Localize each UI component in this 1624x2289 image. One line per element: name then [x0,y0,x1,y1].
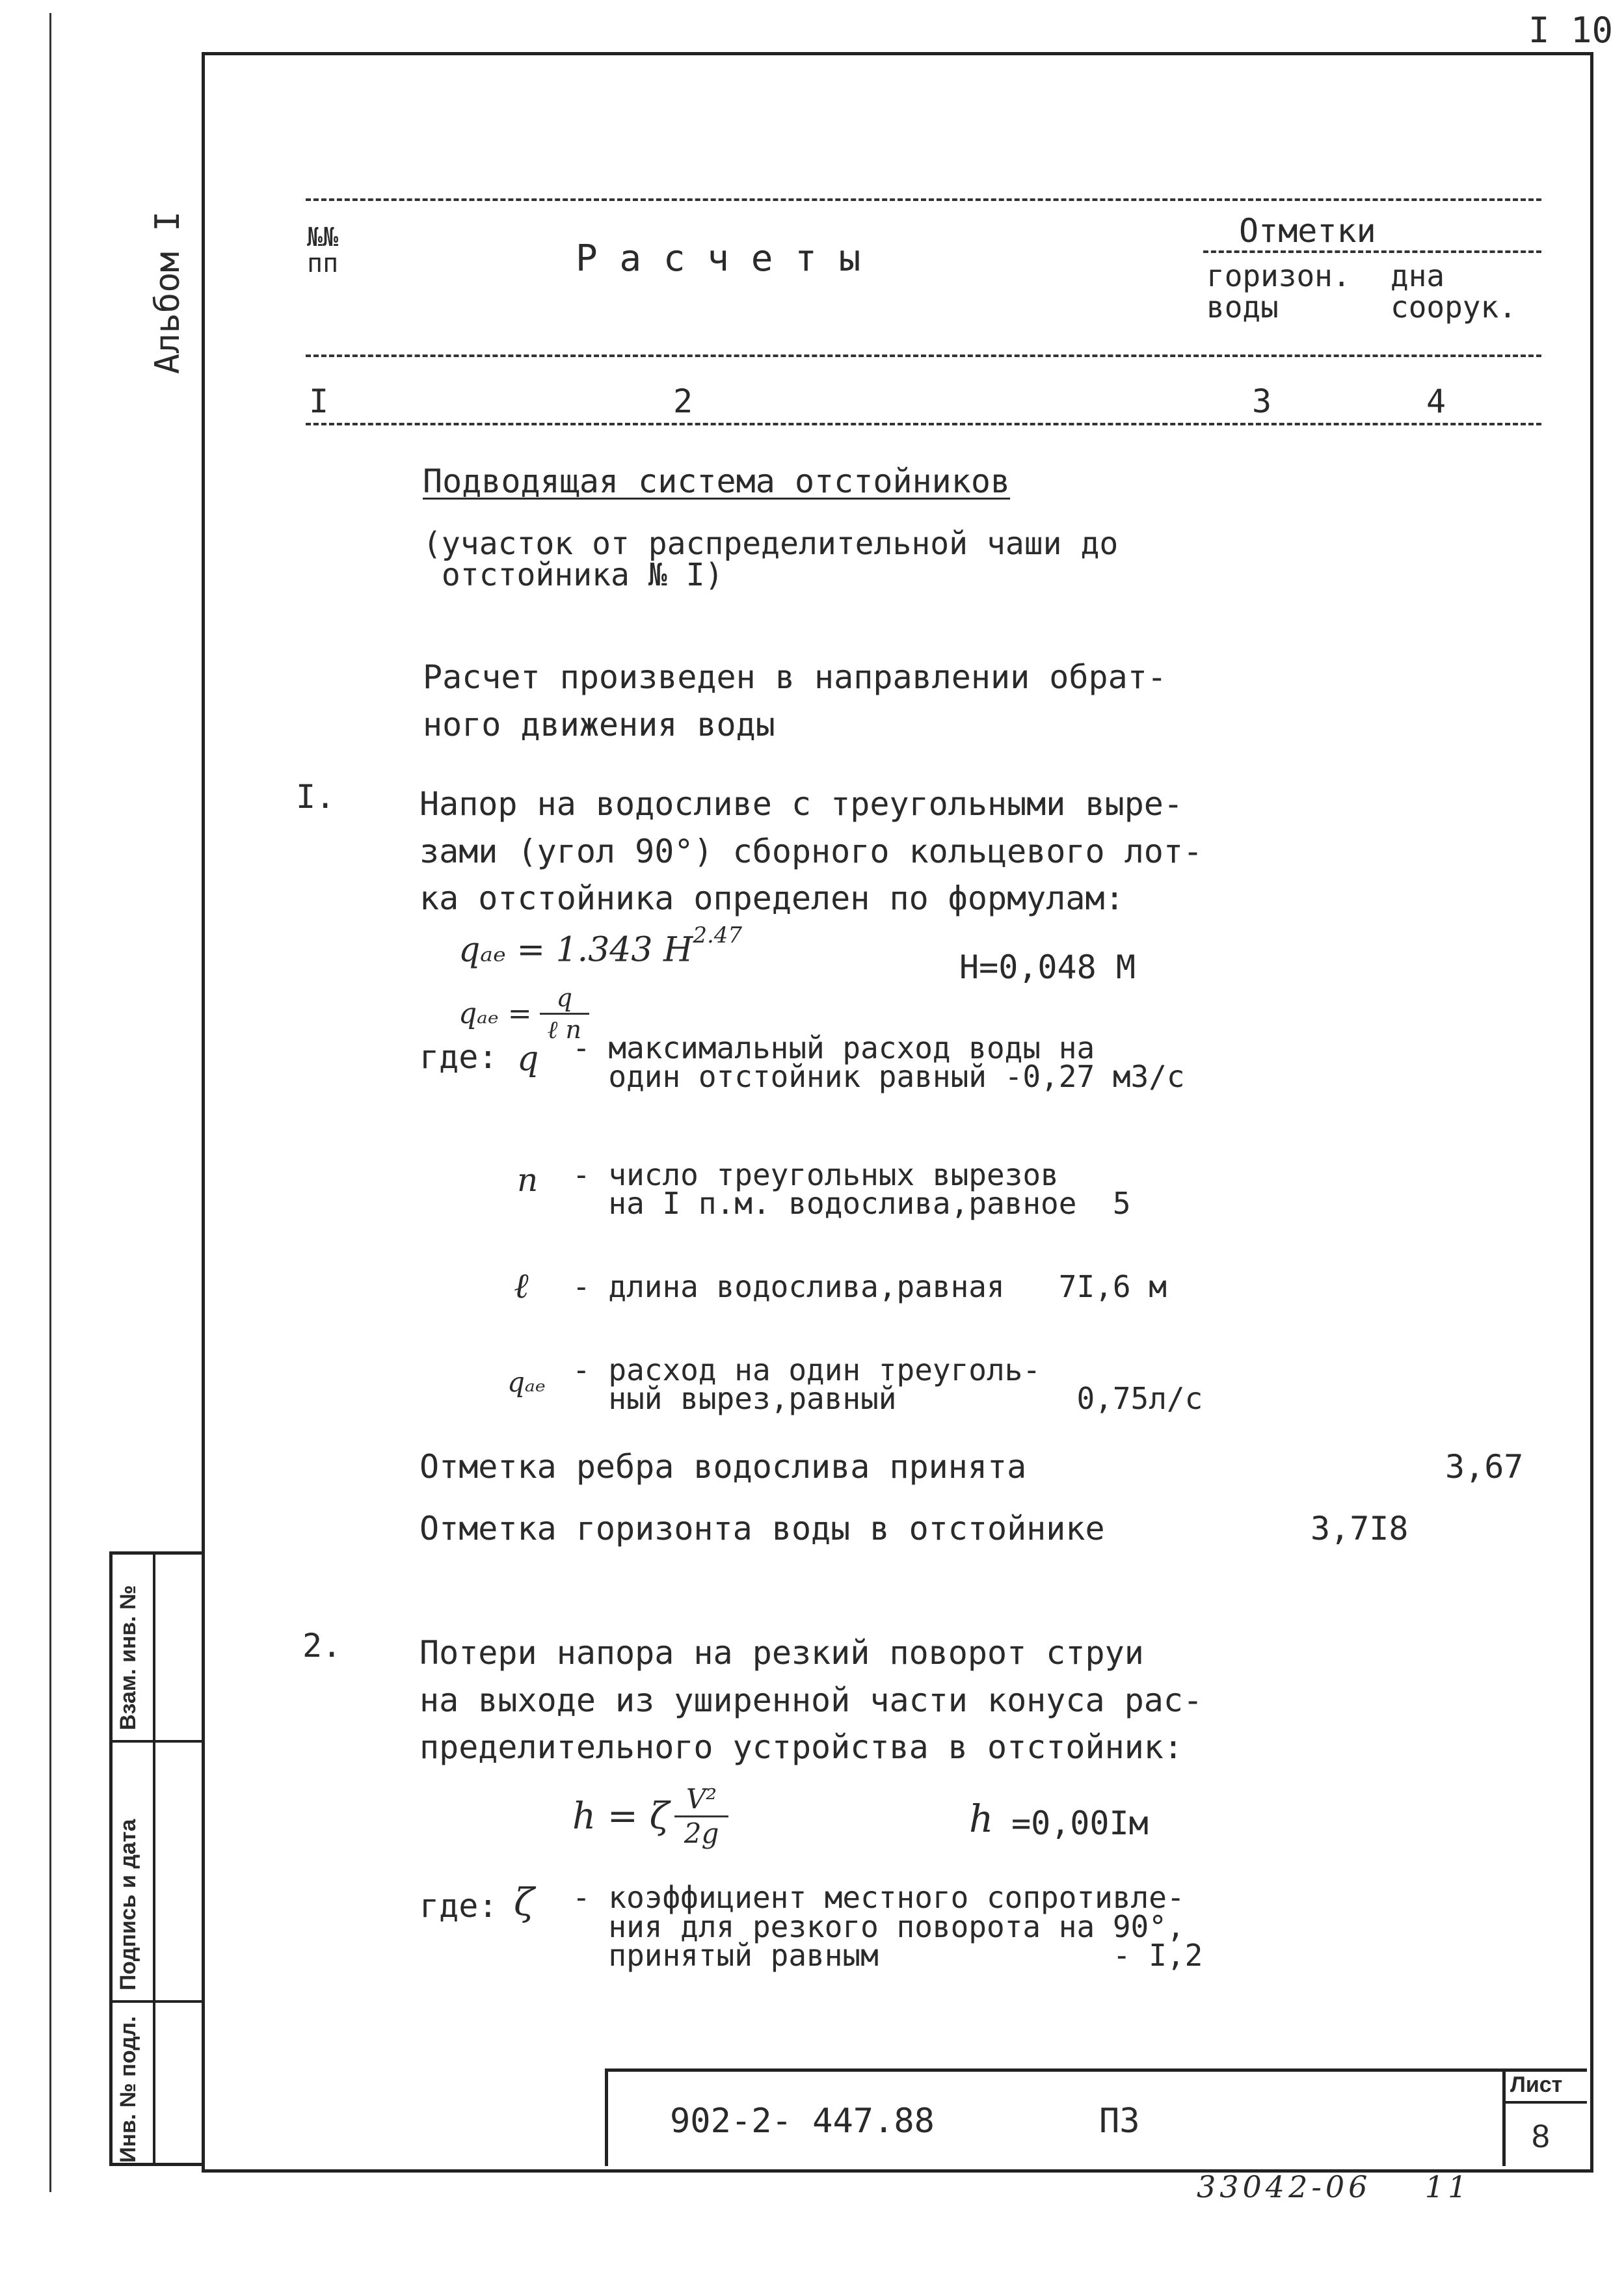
header-col-water: горизон. воды [1206,258,1351,325]
sheet-number: 8 [1532,2118,1550,2154]
item2-formula-fraction [674,1783,728,1849]
def-l-symbol: ℓ [514,1265,529,1306]
header-marks-title: Отметки [1239,212,1376,250]
item2-text: Потери напора на резкий поворот струи на выходе из уширенной части конуса рас- пределительного устройства в отстойник: [419,1634,1203,1766]
item1-formula-b-left: qₐₑ = [459,997,532,1030]
mark-row-1-label: Отметка ребра водослива принята [419,1448,1027,1486]
item1-where: где: [419,1038,498,1076]
item1-formula-a-exp: 2.47 [693,922,743,948]
bottom-stamp-sheet-hline [1502,2101,1587,2104]
col-number-1: I [309,382,329,420]
def-q-symbol: q [517,1039,539,1078]
corner-mark: I 10 [1528,10,1614,51]
item1-number: I. [296,778,336,816]
def-n-symbol: n [517,1161,539,1199]
header-rule-marks [1203,250,1541,253]
section-title: Подводящая система отстойников [423,462,1011,500]
item2-formula-num: V² [674,1786,728,1817]
item1-formula-a-main: qₐₑ = 1.343 H [459,930,693,970]
header-rule-mid [306,355,1541,357]
header-rule-top [306,198,1541,201]
def-q-text: - максимальный расход воды на один отстойник равный -0,27 м3/с [572,1030,1185,1094]
item2-def-symbol: ζ [514,1880,535,1924]
item1-formula-a [459,922,743,970]
section-subtitle: (участок от распределительной чаши до отстойника № I) [423,526,1119,593]
header-calc-col: Р а с ч е т ы [576,237,861,280]
page-frame [202,52,1593,2173]
album-label: Альбом I [148,211,187,374]
doc-type: ПЗ [1099,2102,1140,2141]
def-qed-text: - расход на один треуголь- ный вырез,равный 0,75л/с [572,1352,1203,1416]
sheet-label: Лист [1510,2072,1563,2097]
doc-code: 902-2- 447.88 [670,2102,935,2141]
col-number-3: 3 [1252,382,1272,420]
mark-row-2-label: Отметка горизонта воды в отстойнике [419,1510,1105,1547]
side-stamp-label-1: Взам. инв. № [116,1585,140,1730]
col-number-4: 4 [1426,382,1446,420]
side-stamp-divider-h1 [113,1740,205,1743]
bottom-stamp-sheet-divider [1502,2068,1506,2166]
item1-formula-b-den: ℓ n [547,1015,581,1044]
header-col-bottom: дна соорук. [1391,258,1517,325]
side-stamp-divider-h2 [113,2000,205,2003]
item2-where: где: [419,1887,498,1925]
item2-result: =0,00Iм [1011,1804,1149,1842]
item2-def-text: - коэффициент местного сопротивле- ния для резкого поворота на 90°, принятый равным - I,2 [572,1880,1203,1974]
mark-row-1-bottom: 3,67 [1445,1448,1524,1486]
section-note: Расчет произведен в направлении обрат- ного движения воды [423,658,1167,743]
item2-formula [572,1783,728,1849]
def-qed-symbol: qₐₑ [507,1366,546,1398]
item1-result: Н=0,048 М [959,948,1136,986]
col-number-2: 2 [673,382,693,420]
item2-number: 2. [302,1627,342,1665]
item1-text: Напор на водосливе с треугольными выре- зами (угол 90°) сборного кольцевого лот- ка отстойника определен по формулам: [419,785,1203,917]
side-stamp-divider-v [153,1555,155,2166]
item1-formula-b-num: q [540,985,589,1015]
item2-formula-left: h = ζ [572,1795,669,1838]
def-n-text: - число треугольных вырезов на I п.м. водослива,равное 5 [572,1157,1131,1221]
bottom-scribble: 33042-06 11 [1197,2169,1471,2204]
item1-formula-b [459,985,589,1042]
header-num-col: №№ пп [307,222,339,278]
side-stamp-label-3: Инв. № подл. [116,2016,140,2163]
mark-row-2-water: 3,7I8 [1311,1510,1409,1547]
side-stamp-label-2: Подпись и дата [116,1819,140,1990]
binding-line [49,13,51,2192]
item2-result-symbol: h [969,1797,994,1841]
def-l-text: - длина водослива,равная 7I,6 м [572,1269,1167,1304]
item2-formula-den: 2g [684,1817,719,1849]
header-rule-bottom [306,423,1541,425]
